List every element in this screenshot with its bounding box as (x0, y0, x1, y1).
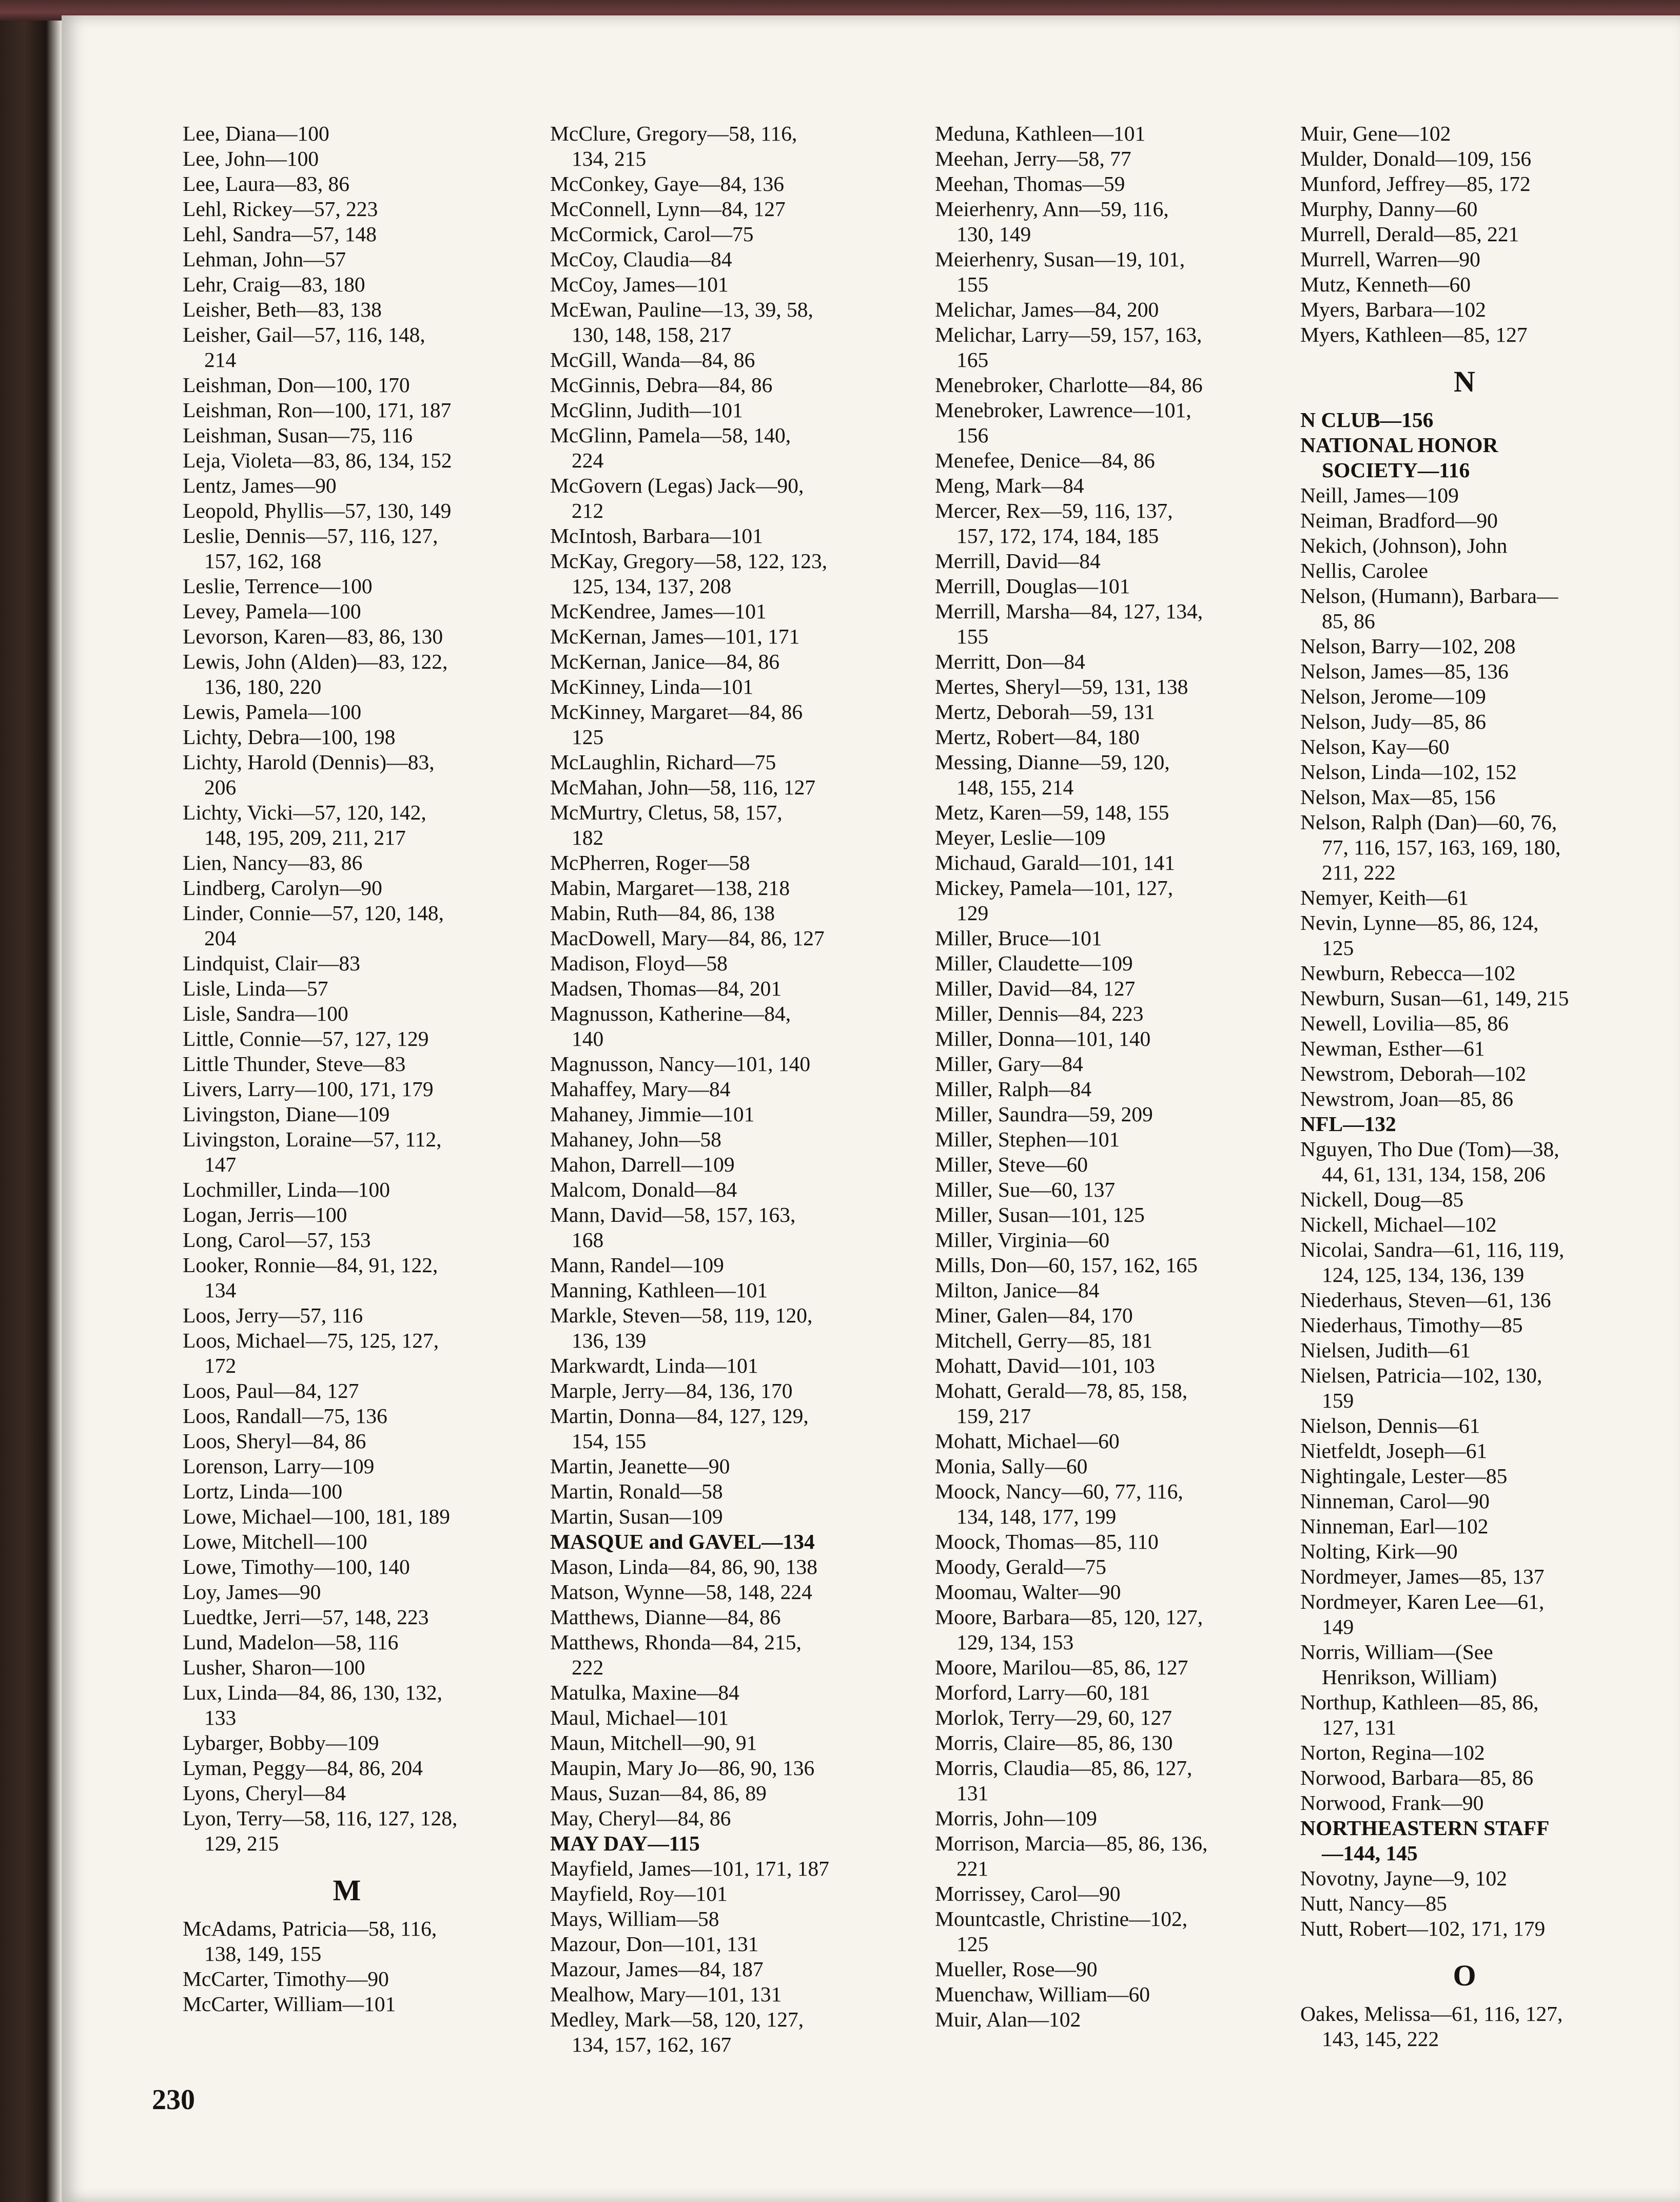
index-entry: Livingston, Diane—109 (183, 1102, 390, 1126)
index-column-2 (550, 121, 889, 2057)
index-entry: Mitchell, Gerry—85, 181 (935, 1329, 1153, 1352)
index-entry: Lee, John—100 (183, 147, 319, 170)
index-entry: Norris, William—(See Henrikson, William) (1300, 1640, 1497, 1689)
index-entry: Nelson, Barry—102, 208 (1300, 634, 1516, 658)
index-entry: Nelson, Judy—85, 86 (1300, 710, 1486, 733)
index-entry: Miller, Stephen—101 (935, 1127, 1120, 1151)
index-entry: Nielsen, Patricia—102, 130, 159 (1300, 1363, 1542, 1412)
index-entry: McMurtry, Cletus, 58, 157, 182 (550, 801, 783, 849)
index-entry: Miller, Donna—101, 140 (935, 1027, 1151, 1050)
index-entry: Northup, Kathleen—85, 86, 127, 131 (1300, 1690, 1539, 1739)
index-entry: Nordmeyer, James—85, 137 (1300, 1565, 1545, 1588)
book-binding (0, 0, 62, 2202)
index-entry: Matthews, Dianne—84, 86 (550, 1605, 781, 1629)
index-entry: Lyon, Terry—58, 116, 127, 128, 129, 215 (183, 1806, 458, 1855)
index-entry-heading: NFL—132 (1300, 1112, 1396, 1136)
index-entry: Morris, John—109 (935, 1806, 1097, 1830)
index-entry: McKernan, Janice—84, 86 (550, 650, 780, 673)
section-letter: N (1454, 365, 1475, 398)
index-entry: McKernan, James—101, 171 (550, 625, 800, 648)
index-entry-heading: NATIONAL HONOR SOCIETY—116 (1300, 433, 1498, 482)
index-entry: Madison, Floyd—58 (550, 951, 728, 975)
index-entry: Leisher, Beth—83, 138 (183, 298, 382, 321)
index-entry: Martin, Jeanette—90 (550, 1454, 730, 1478)
index-entry: Messing, Dianne—59, 120, 148, 155, 214 (935, 750, 1170, 799)
index-entry: Monia, Sally—60 (935, 1454, 1088, 1478)
index-entry: Norwood, Barbara—85, 86 (1300, 1766, 1534, 1789)
index-entry: McClure, Gregory—58, 116, 134, 215 (550, 122, 797, 170)
index-entry: Leishman, Susan—75, 116 (183, 423, 413, 447)
index-entry: Merrill, David—84 (935, 549, 1101, 573)
index-entry: Menebroker, Charlotte—84, 86 (935, 373, 1203, 397)
index-entry: Miller, Bruce—101 (935, 926, 1102, 950)
index-entry: Meierhenry, Ann—59, 116, 130, 149 (935, 197, 1169, 246)
index-entry: Mountcastle, Christine—102, 125 (935, 1907, 1188, 1956)
index-entry: Mohatt, Gerald—78, 85, 158, 159, 217 (935, 1379, 1188, 1428)
index-entry: Miller, Dennis—84, 223 (935, 1002, 1144, 1025)
index-entry: Little, Connie—57, 127, 129 (183, 1027, 429, 1050)
index-entry: Lochmiller, Linda—100 (183, 1178, 390, 1201)
index-entry: Menebroker, Lawrence—101, 156 (935, 398, 1191, 447)
index-entry: Moore, Barbara—85, 120, 127, 129, 134, 153 (935, 1605, 1203, 1654)
index-entry: Mayfield, James—101, 171, 187 (550, 1857, 830, 1880)
index-entry: Nordmeyer, Karen Lee—61, 149 (1300, 1590, 1545, 1639)
index-entry: McGovern (Legas) Jack—90, 212 (550, 474, 804, 522)
index-entry: Lund, Madelon—58, 116 (183, 1630, 399, 1654)
index-entry: Markle, Steven—58, 119, 120, 136, 139 (550, 1303, 813, 1352)
index-entry: Nelson, Max—85, 156 (1300, 785, 1496, 809)
index-entry: Linder, Connie—57, 120, 148, 204 (183, 901, 444, 950)
index-entry: Nekich, (Johnson), John (1300, 534, 1508, 557)
index-entry: Newstrom, Joan—85, 86 (1300, 1087, 1513, 1110)
index-entry: Mercer, Rex—59, 116, 137, 157, 172, 174, 184, 185 (935, 499, 1173, 548)
page-number: 230 (152, 2084, 195, 2116)
index-entry: Lyman, Peggy—84, 86, 204 (183, 1756, 423, 1780)
index-entry: Newburn, Rebecca—102 (1300, 961, 1516, 985)
index-entry: Mohatt, David—101, 103 (935, 1354, 1155, 1377)
index-entry: McGill, Wanda—84, 86 (550, 348, 755, 372)
index-entry: Nightingale, Lester—85 (1300, 1464, 1508, 1488)
index-entry: Menefee, Denice—84, 86 (935, 449, 1155, 472)
index-entry: Mabin, Ruth—84, 86, 138 (550, 901, 775, 925)
index-entry: Martin, Donna—84, 127, 129, 154, 155 (550, 1404, 809, 1453)
index-entry: Moock, Thomas—85, 110 (935, 1530, 1159, 1553)
index-entry: Mabin, Margaret—138, 218 (550, 876, 790, 900)
index-entry: Lichty, Vicki—57, 120, 142, 148, 195, 209, 211, 217 (183, 801, 426, 849)
index-entry: Lewis, Pamela—100 (183, 700, 362, 724)
index-entry: Morris, Claudia—85, 86, 127, 131 (935, 1756, 1193, 1805)
index-entry: Loos, Jerry—57, 116 (183, 1303, 363, 1327)
index-entry: McGlinn, Pamela—58, 140, 224 (550, 423, 791, 472)
index-entry: Morrison, Marcia—85, 86, 136, 221 (935, 1831, 1208, 1880)
index-entry: McCoy, Claudia—84 (550, 247, 732, 271)
index-entry: Mertz, Robert—84, 180 (935, 725, 1140, 749)
index-entry: Lybarger, Bobby—109 (183, 1731, 379, 1755)
index-entry: Nietfeldt, Joseph—61 (1300, 1439, 1488, 1463)
index-entry: Mazour, James—84, 187 (550, 1957, 764, 1981)
index-entry: Nielson, Dennis—61 (1300, 1414, 1480, 1437)
index-entry: Nicolai, Sandra—61, 116, 119, 124, 125, 134, 136, 139 (1300, 1238, 1565, 1287)
index-entry: Matson, Wynne—58, 148, 224 (550, 1580, 812, 1604)
index-entry: Muir, Gene—102 (1300, 122, 1451, 145)
index-entry: Nelson, Kay—60 (1300, 735, 1450, 758)
index-entry: Mann, David—58, 157, 163, 168 (550, 1203, 796, 1252)
index-entry: Marple, Jerry—84, 136, 170 (550, 1379, 793, 1402)
index-entry: Miller, Virginia—60 (935, 1228, 1110, 1252)
index-entry: Madsen, Thomas—84, 201 (550, 977, 782, 1000)
index-entry: Muenchaw, William—60 (935, 1982, 1150, 2006)
index-entry: Magnusson, Nancy—101, 140 (550, 1052, 811, 1076)
index-entry: Lisle, Linda—57 (183, 977, 328, 1000)
index-entry: Nelson, Ralph (Dan)—60, 76, 77, 116, 157, 163, 169, 180, 211, 222 (1300, 810, 1561, 884)
index-entry: Nelson, Jerome—109 (1300, 685, 1486, 708)
index-entry: Lentz, James—90 (183, 474, 337, 497)
index-entry: Nellis, Carolee (1300, 559, 1428, 582)
index-entry: Lehl, Rickey—57, 223 (183, 197, 378, 221)
index-entry: McCoy, James—101 (550, 272, 729, 296)
index-column-4 (1300, 121, 1629, 2052)
index-entry: McGinnis, Debra—84, 86 (550, 373, 773, 397)
index-entry: Loos, Paul—84, 127 (183, 1379, 359, 1402)
index-entry: Mealhow, Mary—101, 131 (550, 1982, 782, 2006)
index-entry: Mann, Randel—109 (550, 1253, 724, 1277)
index-entry: Neill, James—109 (1300, 483, 1459, 507)
index-entry: Mason, Linda—84, 86, 90, 138 (550, 1555, 818, 1579)
index-entry: Meehan, Jerry—58, 77 (935, 147, 1131, 170)
index-entry: Leisher, Gail—57, 116, 148, 214 (183, 323, 425, 372)
index-entry: McKay, Gregory—58, 122, 123, 125, 134, 137, 208 (550, 549, 828, 598)
index-entry: Martin, Susan—109 (550, 1505, 723, 1528)
index-entry: Maupin, Mary Jo—86, 90, 136 (550, 1756, 815, 1780)
index-entry: Meng, Mark—84 (935, 474, 1084, 497)
index-column-1 (183, 121, 511, 2017)
index-entry: Lowe, Mitchell—100 (183, 1530, 367, 1553)
index-entry: Miller, Steve—60 (935, 1153, 1088, 1176)
index-entry: McConkey, Gaye—84, 136 (550, 172, 785, 196)
index-entry: Metz, Karen—59, 148, 155 (935, 801, 1169, 824)
index-entry: Nutt, Robert—102, 171, 179 (1300, 1917, 1546, 1940)
index-entry: Lowe, Michael—100, 181, 189 (183, 1505, 450, 1528)
index-entry: Moomau, Walter—90 (935, 1580, 1121, 1604)
index-entry: Mayfield, Roy—101 (550, 1882, 728, 1905)
index-entry: May, Cheryl—84, 86 (550, 1806, 731, 1830)
index-entry: Mickey, Pamela—101, 127, 129 (935, 876, 1174, 925)
index-entry: Moock, Nancy—60, 77, 116, 134, 148, 177, 199 (935, 1479, 1183, 1528)
index-entry: Nelson, (Humann), Barbara— 85, 86 (1300, 584, 1558, 633)
index-entry: Meyer, Leslie—109 (935, 826, 1106, 849)
index-entry: Milton, Janice—84 (935, 1278, 1100, 1302)
index-entry: Miller, David—84, 127 (935, 977, 1136, 1000)
index-entry: Matulka, Maxine—84 (550, 1681, 739, 1704)
index-column-3 (935, 121, 1263, 2032)
section-letter: M (333, 1874, 361, 1907)
index-entry: Miller, Ralph—84 (935, 1077, 1091, 1101)
index-entry: Mahon, Darrell—109 (550, 1153, 735, 1176)
index-entry: Long, Carol—57, 153 (183, 1228, 371, 1252)
index-entry: Lien, Nancy—83, 86 (183, 851, 363, 874)
index-entry: Neiman, Bradford—90 (1300, 509, 1498, 532)
index-entry: Leslie, Dennis—57, 116, 127, 157, 162, 168 (183, 524, 438, 573)
index-entry: McIntosh, Barbara—101 (550, 524, 763, 548)
index-entry: Lusher, Sharon—100 (183, 1655, 365, 1679)
index-entry: Looker, Ronnie—84, 91, 122, 134 (183, 1253, 438, 1302)
index-entry: Mills, Don—60, 157, 162, 165 (935, 1253, 1198, 1277)
index-entry: McAdams, Patricia—58, 116, 138, 149, 155 (183, 1917, 437, 1965)
index-entry: McLaughlin, Richard—75 (550, 750, 776, 774)
index-entry: Lortz, Linda—100 (183, 1479, 343, 1503)
index-entry-heading: NORTHEASTERN STAFF —144, 145 (1300, 1816, 1550, 1865)
index-entry: Michaud, Garald—101, 141 (935, 851, 1175, 874)
index-entry: McCarter, Timothy—90 (183, 1967, 389, 1991)
index-entry: Leopold, Phyllis—57, 130, 149 (183, 499, 452, 522)
index-entry: Newstrom, Deborah—102 (1300, 1062, 1527, 1085)
index-entry: Mazour, Don—101, 131 (550, 1932, 759, 1956)
index-entry: Nelson, James—85, 136 (1300, 659, 1509, 683)
index-entry: McPherren, Roger—58 (550, 851, 750, 874)
index-entry: Manning, Kathleen—101 (550, 1278, 768, 1302)
index-entry: Myers, Barbara—102 (1300, 298, 1486, 321)
index-entry: Leslie, Terrence—100 (183, 574, 373, 598)
index-entry-heading: MASQUE and GAVEL—134 (550, 1530, 815, 1553)
index-entry: Newman, Esther—61 (1300, 1037, 1485, 1060)
index-entry: Maus, Suzan—84, 86, 89 (550, 1781, 767, 1805)
index-entry: Lux, Linda—84, 86, 130, 132, 133 (183, 1681, 443, 1729)
index-entry: Norwood, Frank—90 (1300, 1791, 1484, 1815)
index-entry: Newell, Lovilia—85, 86 (1300, 1011, 1509, 1035)
index-entry: Lehl, Sandra—57, 148 (183, 222, 377, 246)
index-entry: Lehman, John—57 (183, 247, 346, 271)
index-entry: Melichar, Larry—59, 157, 163, 165 (935, 323, 1202, 372)
index-entry: Nutt, Nancy—85 (1300, 1892, 1447, 1915)
index-entry: Merrill, Marsha—84, 127, 134, 155 (935, 599, 1203, 648)
index-entry: Medley, Mark—58, 120, 127, 134, 157, 162, 167 (550, 2008, 804, 2056)
index-entry: Munford, Jeffrey—85, 172 (1300, 172, 1531, 196)
index-entry: Lorenson, Larry—109 (183, 1454, 375, 1478)
index-entry: Mertz, Deborah—59, 131 (935, 700, 1155, 724)
index-entry: Nolting, Kirk—90 (1300, 1540, 1458, 1563)
index-entry: Mertes, Sheryl—59, 131, 138 (935, 675, 1188, 698)
index-entry-heading: N CLUB—156 (1300, 408, 1434, 432)
index-entry: Maun, Mitchell—90, 91 (550, 1731, 757, 1755)
index-entry: Logan, Jerris—100 (183, 1203, 347, 1226)
index-entry: Ninneman, Carol—90 (1300, 1489, 1490, 1513)
index-entry: McKinney, Linda—101 (550, 675, 754, 698)
index-entry: Nemyer, Keith—61 (1300, 886, 1469, 909)
index-entry: McEwan, Pauline—13, 39, 58, 130, 148, 158, 217 (550, 298, 813, 346)
index-entry: Newburn, Susan—61, 149, 215 (1300, 986, 1569, 1010)
index-entry: Magnusson, Katherine—84, 140 (550, 1002, 791, 1050)
index-entry: Mutz, Kenneth—60 (1300, 272, 1471, 296)
index-entry: Novotny, Jayne—9, 102 (1300, 1866, 1508, 1890)
index-entry: Murrell, Derald—85, 221 (1300, 222, 1519, 246)
index-entry: Leishman, Don—100, 170 (183, 373, 410, 397)
index-entry: Malcom, Donald—84 (550, 1178, 737, 1201)
index-entry: Norton, Regina—102 (1300, 1741, 1485, 1764)
index-entry: McCormick, Carol—75 (550, 222, 754, 246)
index-entry: Miller, Gary—84 (935, 1052, 1083, 1076)
index-entry: Levorson, Karen—83, 86, 130 (183, 625, 443, 648)
index-entry: Loos, Sheryl—84, 86 (183, 1429, 366, 1453)
index-entry: Moody, Gerald—75 (935, 1555, 1106, 1579)
index-entry-heading: MAY DAY—115 (550, 1831, 700, 1855)
index-entry: Nielsen, Judith—61 (1300, 1338, 1471, 1362)
index-entry: Lewis, John (Alden)—83, 122, 136, 180, 220 (183, 650, 448, 698)
index-entry: Morford, Larry—60, 181 (935, 1681, 1150, 1704)
index-entry: Meehan, Thomas—59 (935, 172, 1125, 196)
index-entry: Murphy, Danny—60 (1300, 197, 1478, 221)
index-entry: McGlinn, Judith—101 (550, 398, 743, 422)
index-entry: Miller, Claudette—109 (935, 951, 1133, 975)
index-entry: Mulder, Donald—109, 156 (1300, 147, 1532, 170)
index-entry: Ninneman, Earl—102 (1300, 1514, 1489, 1538)
index-entry: Mahaney, John—58 (550, 1127, 721, 1151)
index-entry: Morrissey, Carol—90 (935, 1882, 1121, 1905)
index-entry: McCarter, William—101 (183, 1992, 396, 2016)
index-entry: Muir, Alan—102 (935, 2008, 1081, 2031)
index-entry: Morris, Claire—85, 86, 130 (935, 1731, 1173, 1755)
index-entry: Maul, Michael—101 (550, 1706, 729, 1729)
index-entry: Nguyen, Tho Due (Tom)—38, 44, 61, 131, 134, 158, 206 (1300, 1137, 1559, 1186)
index-entry: Little Thunder, Steve—83 (183, 1052, 406, 1076)
index-entry: Loos, Michael—75, 125, 127, 172 (183, 1329, 439, 1377)
index-entry: Matthews, Rhonda—84, 215, 222 (550, 1630, 802, 1679)
index-entry: Mohatt, Michael—60 (935, 1429, 1120, 1453)
index-entry: Niederhaus, Steven—61, 136 (1300, 1288, 1551, 1312)
index-entry: Mahaffey, Mary—84 (550, 1077, 731, 1101)
index-entry: Luedtke, Jerri—57, 148, 223 (183, 1605, 429, 1629)
index-entry: Melichar, James—84, 200 (935, 298, 1159, 321)
index-entry: Martin, Ronald—58 (550, 1479, 723, 1503)
index-entry: Miller, Saundra—59, 209 (935, 1102, 1153, 1126)
index-entry: Moore, Marilou—85, 86, 127 (935, 1655, 1188, 1679)
index-entry: Lyons, Cheryl—84 (183, 1781, 346, 1805)
index-entry: Lisle, Sandra—100 (183, 1002, 348, 1025)
index-entry: Niederhaus, Timothy—85 (1300, 1313, 1523, 1337)
index-entry: Oakes, Melissa—61, 116, 127, 143, 145, 222 (1300, 2002, 1563, 2051)
index-entry: McKinney, Margaret—84, 86 125 (550, 700, 803, 749)
index-entry: Miner, Galen—84, 170 (935, 1303, 1133, 1327)
index-entry: Nickell, Doug—85 (1300, 1187, 1464, 1211)
index-entry: McConnell, Lynn—84, 127 (550, 197, 786, 221)
index-entry: Lehr, Craig—83, 180 (183, 272, 365, 296)
index-entry: Lee, Laura—83, 86 (183, 172, 349, 196)
index-entry: Mueller, Rose—90 (935, 1957, 1098, 1981)
index-entry: MacDowell, Mary—84, 86, 127 (550, 926, 825, 950)
index-entry: Nickell, Michael—102 (1300, 1213, 1497, 1236)
index-entry: Mays, William—58 (550, 1907, 719, 1931)
index-entry: Leishman, Ron—100, 171, 187 (183, 398, 452, 422)
index-entry: Leja, Violeta—83, 86, 134, 152 (183, 449, 452, 472)
index-entry: McKendree, James—101 (550, 599, 767, 623)
index-entry: Markwardt, Linda—101 (550, 1354, 758, 1377)
index-entry: Miller, Susan—101, 125 (935, 1203, 1145, 1226)
index-entry: Lowe, Timothy—100, 140 (183, 1555, 410, 1579)
index-entry: Nevin, Lynne—85, 86, 124, 125 (1300, 911, 1539, 960)
section-letter: O (1453, 1959, 1476, 1992)
index-entry: Miller, Sue—60, 137 (935, 1178, 1116, 1201)
index-entry: Merritt, Don—84 (935, 650, 1085, 673)
index-entry: Livingston, Loraine—57, 112, 147 (183, 1127, 442, 1176)
index-entry: Mahaney, Jimmie—101 (550, 1102, 755, 1126)
index-entry: Merrill, Douglas—101 (935, 574, 1130, 598)
index-entry: Lindquist, Clair—83 (183, 951, 360, 975)
index-entry: Lichty, Harold (Dennis)—83, 206 (183, 750, 435, 799)
index-entry: Lee, Diana—100 (183, 122, 329, 145)
index-entry: McMahan, John—58, 116, 127 (550, 775, 816, 799)
index-entry: Lichty, Debra—100, 198 (183, 725, 396, 749)
index-entry: Lindberg, Carolyn—90 (183, 876, 382, 900)
index-entry: Loy, James—90 (183, 1580, 321, 1604)
index-entry: Murrell, Warren—90 (1300, 247, 1480, 271)
index-entry: Meduna, Kathleen—101 (935, 122, 1146, 145)
index-entry: Nelson, Linda—102, 152 (1300, 760, 1517, 784)
index-entry: Levey, Pamela—100 (183, 599, 361, 623)
index-entry: Meierhenry, Susan—19, 101, 155 (935, 247, 1185, 296)
index-entry: Livers, Larry—100, 171, 179 (183, 1077, 434, 1101)
index-entry: Morlok, Terry—29, 60, 127 (935, 1706, 1173, 1729)
index-entry: Myers, Kathleen—85, 127 (1300, 323, 1528, 346)
index-entry: Loos, Randall—75, 136 (183, 1404, 387, 1428)
